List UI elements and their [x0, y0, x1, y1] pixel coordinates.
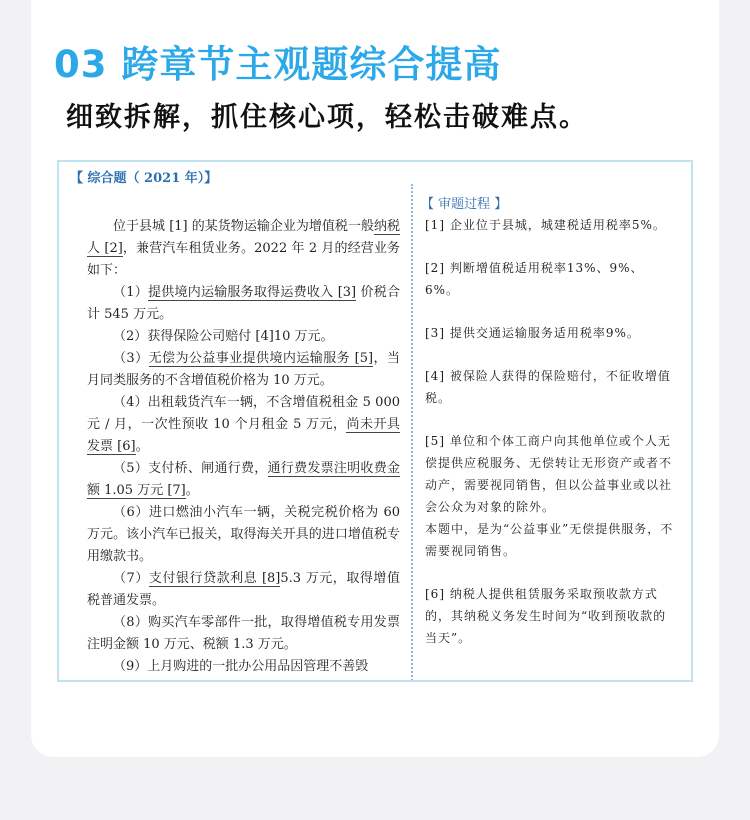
question-paragraph: [87, 348, 400, 392]
analysis-note: [425, 257, 675, 301]
underlined-keyphrase: 尚未开具发票 [6]: [87, 417, 400, 454]
question-text: [87, 216, 400, 678]
analysis-note: [425, 365, 675, 409]
underlined-keyphrase: 支付银行贷款利息 [8]: [148, 571, 281, 586]
question-text-segment: （1）: [113, 285, 148, 300]
question-text-segment: 位于县城 [1] 的某货物运输企业为增值税一般: [113, 219, 374, 234]
section-subheading: 细致拆解，抓住核心项，轻松击破难点。: [66, 102, 588, 133]
question-text-segment: （3）: [113, 351, 149, 366]
question-text-segment: 。: [185, 483, 199, 498]
question-paragraph: [87, 458, 400, 502]
question-text-segment: ，兼营汽车租赁业务。2022 年 2 月的经营业务如下：: [87, 241, 400, 278]
question-paragraph: [87, 216, 400, 282]
analysis-note-text: [1] 企业位于县城，城建税适用税率5%。: [425, 218, 666, 232]
analysis-note-text: [2] 判断增值税适用税率13%、9%、6%。: [425, 261, 644, 297]
question-text-segment: （8）购买汽车零部件一批，取得增值税专用发票注明金额 10 万元、税额 1.3 万元。: [87, 615, 400, 652]
question-text-segment: ，当月同类服务的不含增值税价格为 10 万元。: [87, 351, 400, 388]
dotted-divider: [411, 184, 413, 682]
question-text-segment: （9）上月购进的一批办公用品因管理不善毁: [113, 659, 369, 674]
analysis-title: 【 审题过程 】: [421, 197, 508, 212]
question-text-segment: （2）获得保险公司赔付 [4]10 万元。: [113, 329, 334, 344]
section-heading: 03 跨章节主观题综合提高: [54, 43, 502, 86]
analysis-note-text: 本题中，是为“公益事业”无偿提供服务，不需要视同销售。: [425, 522, 674, 558]
analysis-note: [425, 430, 675, 562]
analysis-note: [425, 322, 675, 344]
analysis-notes: [425, 214, 675, 670]
question-text-segment: （5）支付桥、闸通行费，: [113, 461, 268, 476]
question-type-label: 【 综合题（ 2021 年）】: [70, 171, 218, 186]
analysis-note: [425, 214, 675, 236]
exam-question-box: [57, 160, 693, 682]
underlined-keyphrase: 纳税人 [2]: [87, 219, 400, 256]
underlined-keyphrase: 通行费发票注明收费金额 1.05 万元 [7]: [87, 461, 400, 498]
question-text-segment: 价税合计 545 万元。: [87, 285, 400, 322]
analysis-note: [425, 583, 675, 649]
analysis-note-text: [5] 单位和个体工商户向其他单位或个人无偿提供应税服务、无偿转让无形资产或者不动产，需要视同销售，但以公益事业或以社会公众为对象的除外。: [425, 434, 673, 514]
question-text-segment: 。: [135, 439, 149, 454]
question-paragraph: [87, 282, 400, 326]
question-text-segment: 5.3 万元，取得增值税普通发票。: [87, 571, 400, 608]
analysis-note-text: [6] 纳税人提供租赁服务采取预收款方式的，其纳税义务发生时间为“收到预收款的当天”。: [425, 587, 667, 645]
question-text-segment: （4）出租载货汽车一辆，不含增值税租金 5 000 元 / 月，一次性预收 10 个月租金 5 万元，: [87, 395, 400, 432]
question-paragraph: [87, 502, 400, 568]
question-paragraph: [87, 326, 400, 348]
question-paragraph: [87, 656, 400, 678]
question-paragraph: [87, 612, 400, 656]
underlined-keyphrase: 无偿为公益事业提供境内运输服务 [5]: [148, 351, 374, 366]
analysis-note-text: [3] 提供交通运输服务适用税率9%。: [425, 326, 640, 340]
question-paragraph: [87, 568, 400, 612]
underlined-keyphrase: 提供境内运输服务取得运费收入 [3]: [148, 285, 357, 300]
question-text-segment: （7）: [113, 571, 149, 586]
analysis-note-text: [4] 被保险人获得的保险赔付，不征收增值税。: [425, 369, 671, 405]
question-text-segment: （6）进口燃油小汽车一辆，关税完税价格为 60 万元。该小汽车已报关，取得海关开具的进口增值税专用缴款书。: [87, 505, 400, 564]
question-paragraph: [87, 392, 400, 458]
